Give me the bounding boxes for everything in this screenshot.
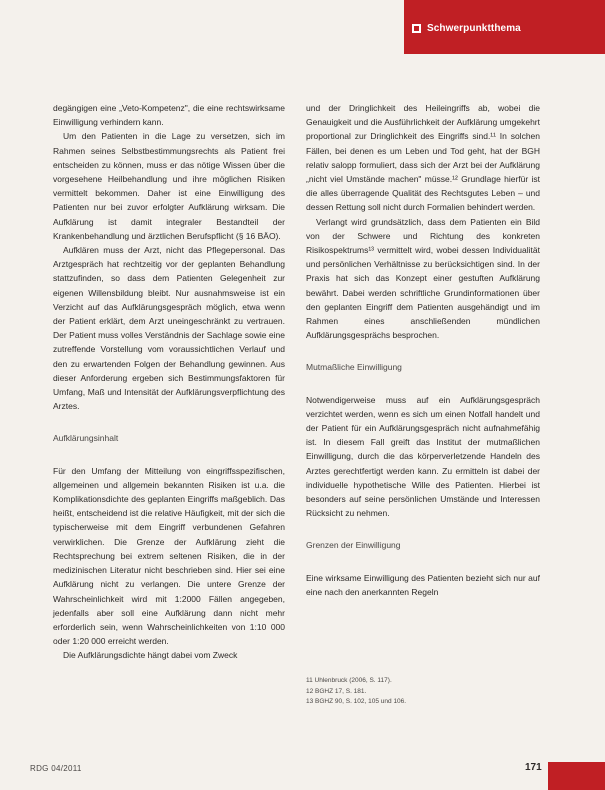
- body-paragraph: degängigen eine „Veto-Kompetenz", die eine rechtswirksame Einwilligung verhindern kann.: [53, 103, 285, 128]
- left-column: [53, 101, 285, 663]
- section-label: [412, 23, 521, 34]
- footnote: 13 BGHZ 90, S. 102, 105 und 106.: [306, 698, 407, 705]
- body-paragraph: Notwendigerweise muss auf ein Aufklärungsgespräch verzichtet werden, wenn es sich um einen Notfall handelt und der Patient für ein Aufklärungsgespräch nicht aufnahmefähig ist. In diesem Fall greift das Institut der mutmaßlichen Einwilligung, durch die das körperverletzende Handeln des Arztes gerechtfertigt werden kann. Zu ermitteln ist dabei der individuelle hypothetische Wille des Patienten. Hierbei ist besonders auf seine persönlichen Umstände und Interessen Rücksicht zu nehmen.: [306, 394, 540, 519]
- footnotes: [306, 676, 540, 708]
- body-paragraph: Aufklären muss der Arzt, nicht das Pflegepersonal. Das Arztgespräch hat rechtzeitig vor der geplanten Behandlung stattzufinden, so dass dem Patienten Gelegenheit zur eigenen Willensbildung bleibt. Nur ausnahmsweise ist ein Verzicht auf das Aufklärungsgespräch möglich, etwa wenn der Patient erklärt, dem Arzt uneingeschränkt zu vertrauen. Der Patient muss volles Verständnis der Sachlage sowie eine zutreffende Vorstellung vom voraussichtlichen Verlauf und den zu erwartenden Folgen der Behandlung gewinnen. Aus dieser Anforderung ergeben sich Bestimmungsfaktoren für Umfang, Maß und Intensität der Aufklärungsverpflichtung des Arztes.: [53, 245, 285, 412]
- footnote: 11 Uhlenbruck (2006, S. 117).: [306, 677, 392, 684]
- body-paragraph: Verlangt wird grundsätzlich, dass dem Patienten ein Bild von der Schwere und Richtung des konkreten Risikospektrums¹³ vermittelt wird, wobei dessen Individualität und persönlichen Verhältnisse zu berücksichtigen sind. In der Praxis hat sich das Konzept einer gestuften Aufklärung bewährt. Dabei werden schriftliche Grundinformationen über den geplanten Eingriff dem Patienten ausgehändigt und im Rahmen eines anschließenden mündlichen Aufklärungsgesprächs besprochen.: [306, 216, 540, 341]
- spacer: [53, 446, 285, 464]
- journal-issue: RDG 04/2011: [30, 764, 82, 773]
- spacer: [53, 413, 285, 431]
- body-paragraph: Die Aufklärungsdichte hängt dabei vom Zweck: [63, 650, 238, 661]
- section-banner: [404, 0, 605, 54]
- spacer: [306, 342, 540, 360]
- body-paragraph: und der Dringlichkeit des Heileingriffs ab, wobei die Genauigkeit und die Ausführlichkeit der Aufklärung umgekehrt proportional zur Dringlichkeit des Eingriffs sind.¹¹ In solchen Fällen, bei denen es um Leben und Tod geht, hat der BGH relativ salopp formuliert, dass sich der Arzt bei der Aufklärung „nicht viel Umstände machen" müsse.¹² Grundlage hierfür ist die alles überragende Qualität des Rechtsgutes Leben – und dessen Rettung soll nicht durch Formalien behindert werden.: [306, 103, 540, 213]
- section-heading: Mutmaßliche Einwilligung: [306, 362, 402, 373]
- section-heading: Grenzen der Einwilligung: [306, 540, 401, 551]
- body-paragraph: Um den Patienten in die Lage zu versetzen, sich im Rahmen seines Selbstbestimmungsrechts als Patient frei entscheiden zu können, muss er das nötige Wissen über die vorgesehene Heilbehandlung und ihre möglichen Risiken vermittelt bekommen. Daher ist eine Einwilligung des Patienten nur bei zuvor erfolgter Aufklärung wirksam. Die Aufklärung ist damit integraler Bestandteil der Krankenbehandlung und ärztlichen Berufspflicht (§ 16 BÄO).: [53, 131, 285, 241]
- footnote: 12 BGHZ 17, S. 181.: [306, 687, 367, 695]
- page-number: 171: [525, 762, 542, 773]
- right-column: [306, 101, 540, 599]
- spacer: [306, 520, 540, 538]
- spacer: [306, 375, 540, 393]
- section-heading: Aufklärungsinhalt: [53, 433, 119, 444]
- body-paragraph: Eine wirksame Einwilligung des Patienten bezieht sich nur auf eine nach den anerkannten Regeln: [306, 572, 540, 597]
- square-bullet-icon: [412, 24, 421, 33]
- spacer: [306, 553, 540, 571]
- body-paragraph: Für den Umfang der Mitteilung von eingriffsspezifischen, allgemeinen und allgemein bekannten Risiken ist u.a. die Komplikationsdichte des geplanten Eingriffs maßgeblich. Das heißt, entscheidend ist die relative Häufigkeit, mit der sich die typischerweise mit dem Eingriff verbundenen Gefahren verwirklichen. Die Grenze der Aufklärung zieht die Rechtsprechung bei extrem seltenen Risiken, die in der medizinischen Literatur nicht beschrieben sind. Hier sei eine Aufklärung nicht zu verlangen. Die untere Grenze der Wahrscheinlichkeit wird mit 1:2000 Fällen angegeben, jedenfalls aber soll eine Aufklärung dann nicht mehr erforderlich sein, wenn Wahrscheinlichkeiten von 1:10 000 oder 1:20 000 erreicht werden.: [53, 465, 285, 647]
- corner-accent: [548, 762, 605, 790]
- section-label-text: Schwerpunktthema: [427, 23, 521, 34]
